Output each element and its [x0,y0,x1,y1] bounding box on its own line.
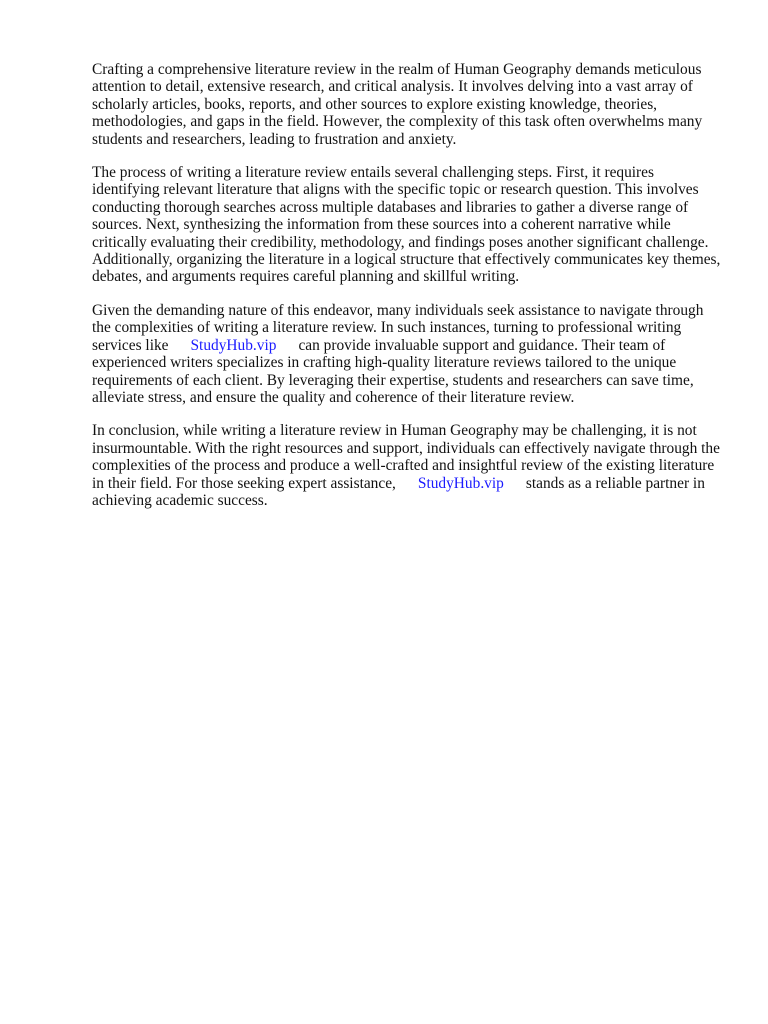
paragraph-intro: Crafting a comprehensive literature review in the realm of Human Geography demands meticulous attention to detail, extensive research, and critical analysis. It involves delving into a vast array of scholarly articles, books, reports, and other sources to explore existing knowledge, theories, methodologies, and gaps in the field. However, the complexity of this task often overwhelms many students and researchers, leading to frustration and anxiety. [92,61,703,148]
paragraph-process: The process of writing a literature review entails several challenging steps. First, it requires identifying relevant literature that aligns with the specific topic or research question. This involves conducting thorough searches across multiple databases and libraries to gather a diverse range of sources. Next, synthesizing the information from these sources into a coherent narrative while critically evaluating their credibility, methodology, and findings poses another significant challenge. Additionally, organizing the literature in a logical structure that effectively communicates key themes, debates, and arguments requires careful planning and skillful writing. [92,164,721,286]
studyhub-link[interactable]: StudyHub.vip [190,336,277,354]
studyhub-link-conclusion[interactable]: StudyHub.vip [417,474,504,492]
paragraph-assistance-text-after: can provide invaluable support and guidance. Their team of experienced writers specializes in crafting high-quality literature reviews tailored to the unique requirements of each client. By leveraging their expertise, students and researchers can save time, alleviate stress, and ensure the quality and coherence of their literature review. [92,336,694,406]
paragraph-conclusion-text-after: stands as a reliable partner in achieving academic success. [92,474,705,509]
paragraph-conclusion [92,422,722,509]
document-body [92,61,722,525]
paragraph-conclusion-text-before: In conclusion, while writing a literature review in Human Geography may be challenging, it is not insurmountable. With the right resources and support, individuals can effectively navigate through the complexities of the process and produce a well-crafted and insightful review of the existing literature in their field. For those seeking expert assistance, [92,422,720,492]
paragraph-assistance-text-before: Given the demanding nature of this endeavor, many individuals seek assistance to navigate through the complexities of writing a literature review. In such instances, turning to professional writing services like [92,301,704,354]
paragraph-assistance [92,302,722,406]
